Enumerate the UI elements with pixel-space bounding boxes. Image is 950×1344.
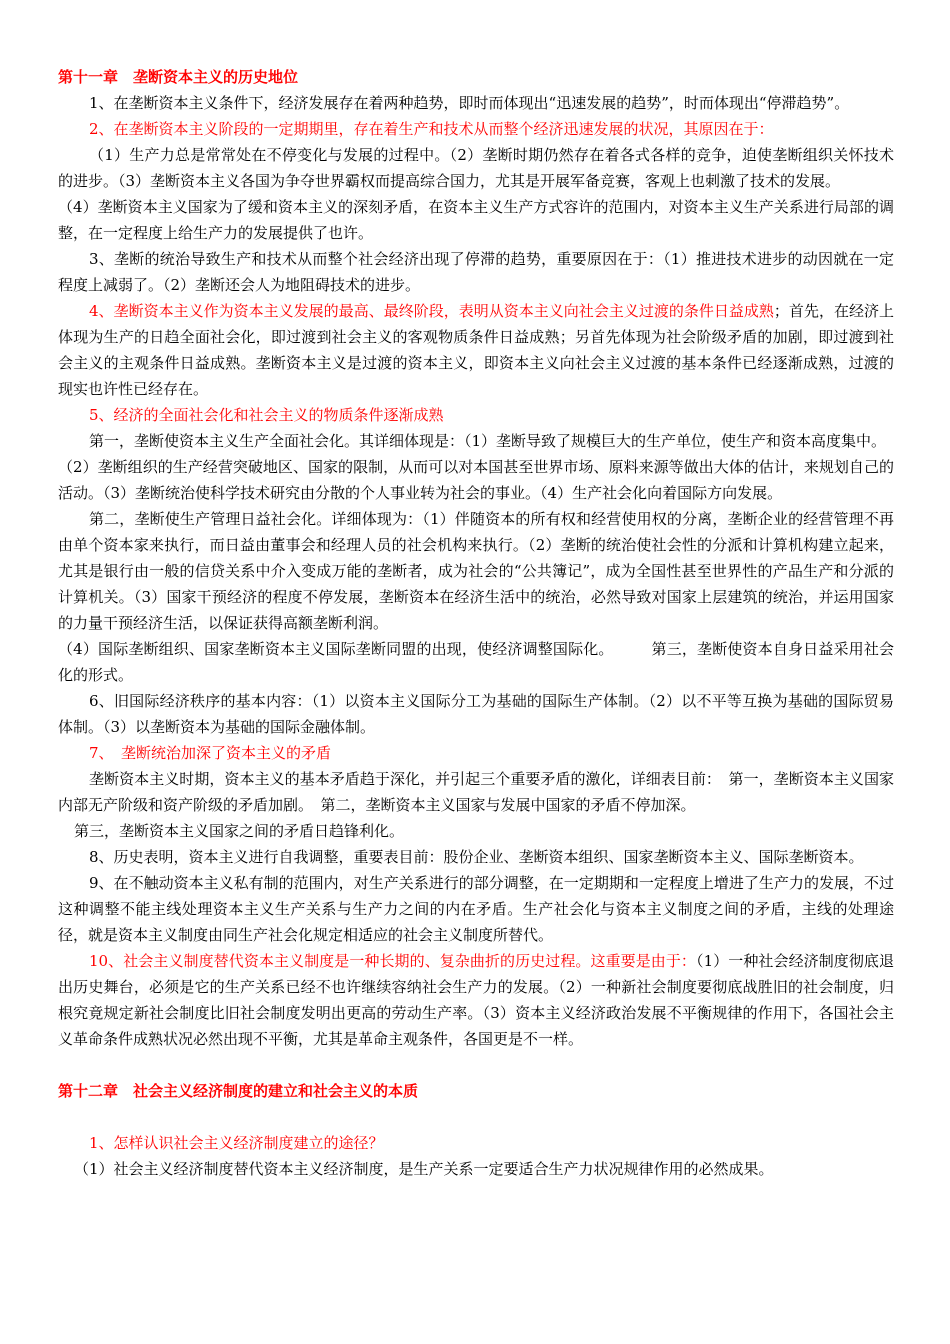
paragraph-1: 1、在垄断资本主义条件下，经济发展存在着两种趋势，即时而体现出“迅速发展的趋势”，时而体现出“停滞趋势”。 bbox=[89, 94, 850, 112]
paragraph-2-red-heading: 2、在垄断资本主义阶段的一定期期里，存在着生产和技术从而整个经济迅速发展的状况，其原因在于： bbox=[89, 120, 774, 138]
paragraph-3: （1）生产力总是常常处在不停变化与发展的过程中。（2）垄断时期仍然存在着各式各样的竞争，迫使垄断组织关怀技术的进步。（3）垄断资本主义各国为争夺世界霸权而提高综合国力，尤其是开展军备竞赛，客观上也刺激了技术的发展。 bbox=[58, 146, 894, 190]
paragraph-18 bbox=[58, 948, 894, 1052]
paragraph-16: 8、历史表明，资本主义进行自我调整，重要表目前：股份企业、垄断资本组织、国家垄断资本主义、国际垄断资本。 bbox=[89, 848, 864, 866]
paragraph-18-text: （1）一种社会经济制度彻底退出历史舞台，必须是它的生产关系已经不也许继续容纳社会生产力的发展。（2）一种新社会制度要彻底战胜旧的社会制度，归根究竟规定新社会制度比旧社会制度发明出更高的劳动生产率。（3）资本主义经济政治发展不平衡规律的作用下，各国社会主义革命条件成熟状况必然出现不平衡，尤其是革命主观条件，各国更是不一样。 bbox=[58, 952, 895, 1048]
chapter-11-title: 第十一章 垄断资本主义的历史地位 bbox=[58, 68, 299, 86]
paragraph-6 bbox=[58, 298, 894, 402]
paragraph-4: （4）垄断资本主义国家为了缓和资本主义的深刻矛盾，在资本主义生产方式容许的范围内，对资本主义生产关系进行局部的调整，在一定程度上给生产力的发展提供了也许。 bbox=[58, 198, 894, 242]
paragraph-18-red-text: 10、社会主义制度替代资本主义制度是一种长期的、复杂曲折的历史过程。这重要是由于： bbox=[89, 952, 697, 970]
paragraph-11: （4）国际垄断组织、国家垄断资本主义国际垄断同盟的出现，使经济调整国际化。 第三，垄断使资本自身日益采用社会化的形式。 bbox=[58, 640, 894, 684]
paragraph-6-red-text: 4、垄断资本主义作为资本主义发展的最高、最终阶段，表明从资本主义向社会主义过渡的条件日益成熟 bbox=[89, 302, 774, 320]
paragraph-7-red-heading: 5、经济的全面社会化和社会主义的物质条件逐渐成熟 bbox=[89, 406, 444, 424]
chapter-12-paragraph-1: （1）社会主义经济制度替代资本主义经济制度，是生产关系一定要适合生产力状况规律作用的必然成果。 bbox=[74, 1160, 774, 1178]
paragraph-10: 第二，垄断使生产管理日益社会化。详细体现为：（1）伴随资本的所有权和经营使用权的分离，垄断企业的经营管理不再由单个资本家来执行，而日益由董事会和经理人员的社会机构来执行。（2）垄断的统治使社会性的分派和计算机构建立起来，尤其是银行由一般的信贷关系中介入变成万能的垄断者，成为社会的“公共簿记”，成为全国性甚至世界性的产品生产和分派的计算机关。（3）国家干预经济的程度不停发展，垄断资本在经济生活中的统治，必然导致对国家上层建筑的统治，并运用国家的力量干预经济生活，以保证获得高额垄断利润。 bbox=[58, 510, 894, 632]
paragraph-12: 6、旧国际经济秩序的基本内容：（1）以资本主义国际分工为基础的国际生产体制。（2）以不平等互换为基础的国际贸易体制。（3）以垄断资本为基础的国际金融体制。 bbox=[58, 692, 894, 736]
paragraph-5: 3、垄断的统治导致生产和技术从而整个社会经济出现了停滞的趋势，重要原因在于：（1）推进技术进步的动因就在一定程度上减弱了。（2）垄断还会人为地阻碍技术的进步。 bbox=[58, 250, 894, 294]
paragraph-17: 9、在不触动资本主义私有制的范围内，对生产关系进行的部分调整，在一定期期和一定程度上增进了生产力的发展，不过这种调整不能主线处理资本主义生产关系与生产力之间的内在矛盾。生产社会化与资本主义制度之间的矛盾，主线的处理途径，就是资本主义制度由同生产社会化规定相适应的社会主义制度所替代。 bbox=[58, 874, 894, 944]
chapter-12-title: 第十二章 社会主义经济制度的建立和社会主义的本质 bbox=[58, 1082, 419, 1100]
paragraph-9: （2）垄断组织的生产经营突破地区、国家的限制，从而可以对本国甚至世界市场、原料来源等做出大体的估计，来规划自己的活动。（3）垄断统治使科学技术研究由分散的个人事业转为社会的事业。（4）生产社会化向着国际方向发展。 bbox=[58, 458, 894, 502]
paragraph-13-red-heading: 7、 垄断统治加深了资本主义的矛盾 bbox=[89, 744, 332, 762]
chapter-12-question-1: 1、怎样认识社会主义经济制度建立的途径？ bbox=[89, 1134, 384, 1152]
paragraph-6-text: ；首先，在经济上体现为生产的日趋全面社会化，即过渡到社会主义的客观物质条件日益成熟；另首先体现为社会阶级矛盾的加剧，即过渡到社会主义的主观条件日益成熟。垄断资本主义是过渡的资本主义，即资本主义向社会主义过渡的基本条件已经逐渐成熟，过渡的现实也许性已经存在。 bbox=[58, 302, 894, 398]
paragraph-15: 第三，垄断资本主义国家之间的矛盾日趋锋利化。 bbox=[74, 822, 405, 840]
document-page bbox=[58, 64, 894, 1182]
paragraph-8: 第一，垄断使资本主义生产全面社会化。其详细体现是：（1）垄断导致了规模巨大的生产单位，使生产和资本高度集中。 bbox=[89, 432, 887, 450]
paragraph-14: 垄断资本主义时期，资本主义的基本矛盾趋于深化，并引起三个重要矛盾的激化，详细表目前： 第一，垄断资本主义国家内部无产阶级和资产阶级的矛盾加剧。 第二，垄断资本主义国家与发展中国家的矛盾不停加深。 bbox=[58, 770, 894, 814]
